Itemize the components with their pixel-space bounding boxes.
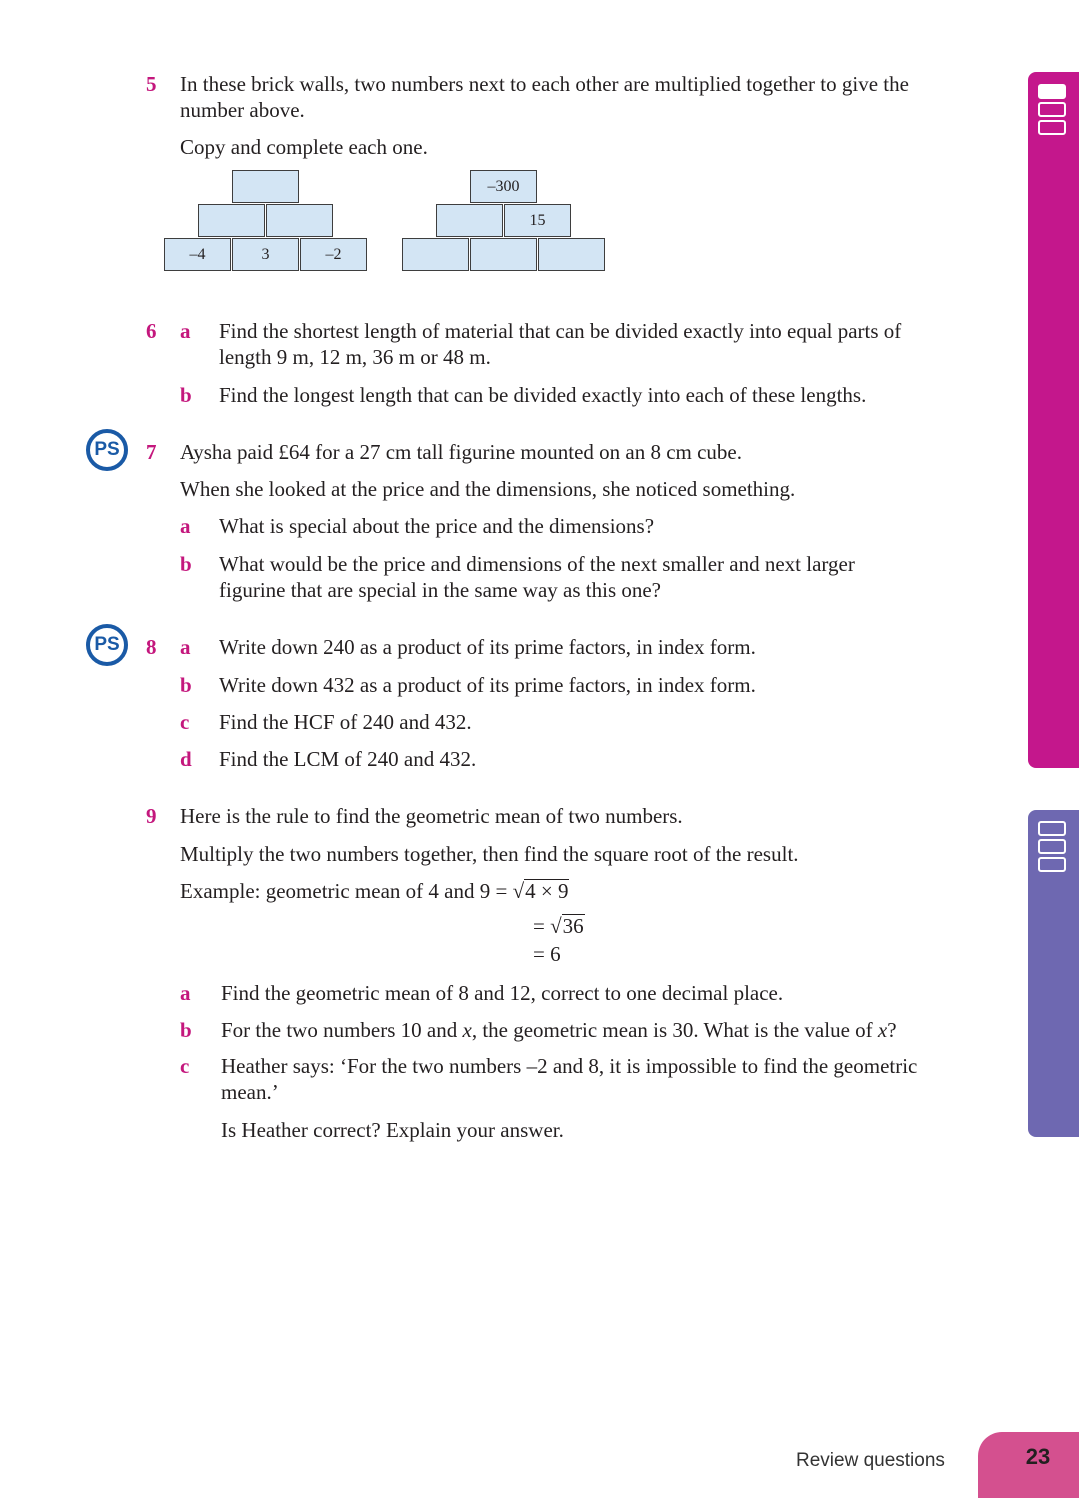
part-text: length 9 m, 12 m, 36 m or 48 m.: [219, 345, 491, 369]
example-line: = √36: [533, 914, 584, 938]
brick-top: [232, 170, 299, 203]
example-prefix: Example: geometric mean of 4 and 9 =: [180, 879, 513, 903]
question-text: number above.: [180, 98, 305, 122]
sqrt-expression: 4 × 9: [525, 879, 569, 903]
page-number: 23: [1025, 1444, 1051, 1469]
part-text-segment: , the geometric mean is 30. What is the value of: [471, 1018, 878, 1042]
brick-bottom: 3: [232, 238, 299, 271]
part-label: d: [180, 747, 192, 771]
part-text: What is special about the price and the dimensions?: [219, 514, 655, 538]
problem-solving-badge: PS: [86, 429, 128, 471]
question-instruction: Copy and complete each one.: [180, 135, 428, 159]
brick-bottom: [470, 238, 537, 271]
question-text: Here is the rule to find the geometric mean of two numbers.: [180, 804, 683, 828]
part-label: a: [180, 981, 191, 1005]
question-number: 8: [146, 635, 157, 659]
question-number: 6: [146, 319, 157, 343]
tab-indicator: [1038, 120, 1066, 135]
tab-indicator: [1038, 839, 1066, 854]
part-text: Find the geometric mean of 8 and 12, correct to one decimal place.: [221, 981, 784, 1005]
tab-indicator: [1038, 857, 1066, 872]
brick-bottom: [538, 238, 605, 271]
sqrt-expression: 36: [562, 914, 584, 938]
variable: x: [877, 1018, 888, 1042]
example-line: Example: geometric mean of 4 and 9 = √4 × 9: [180, 879, 569, 903]
variable: x: [462, 1018, 472, 1042]
part-text: Find the HCF of 240 and 432.: [219, 710, 472, 734]
brick-top: –300: [470, 170, 537, 203]
tab-indicator: [1038, 102, 1066, 117]
part-text: Find the shortest length of material that can be divided exactly into equal parts of: [219, 319, 902, 343]
brick-middle: [266, 204, 333, 237]
part-label: b: [180, 1018, 192, 1042]
part-label: a: [180, 514, 191, 538]
part-text-segment: ?: [887, 1018, 897, 1042]
brick-bottom: –4: [164, 238, 231, 271]
part-text: Write down 432 as a product of its prime factors, in index form.: [219, 673, 756, 697]
part-text: mean.’: [221, 1080, 279, 1104]
brick-bottom: [402, 238, 469, 271]
part-label: a: [180, 635, 191, 659]
brick-middle: [436, 204, 503, 237]
example-result: = 6: [533, 942, 561, 966]
tab-indicator: [1038, 821, 1066, 836]
question-text: In these brick walls, two numbers next to each other are multiplied together to give the: [180, 72, 909, 96]
part-label: b: [180, 383, 192, 407]
question-text: When she looked at the price and the dimensions, she noticed something.: [180, 477, 796, 501]
part-text: Is Heather correct? Explain your answer.: [221, 1118, 564, 1142]
equals: =: [533, 914, 551, 938]
question-text: Multiply the two numbers together, then find the square root of the result.: [180, 842, 799, 866]
part-text: Heather says: ‘For the two numbers –2 and 8, it is impossible to find the geometric: [221, 1054, 918, 1078]
page-number-tab: [978, 1432, 1079, 1498]
question-number: 5: [146, 72, 157, 96]
brick-bottom: –2: [300, 238, 367, 271]
part-label: c: [180, 710, 190, 734]
question-number: 9: [146, 804, 157, 828]
part-text: Write down 240 as a product of its prime factors, in index form.: [219, 635, 756, 659]
part-text: figurine that are special in the same way as this one?: [219, 578, 662, 602]
part-text: What would be the price and dimensions of the next smaller and next larger: [219, 552, 855, 576]
brick-middle: 15: [504, 204, 571, 237]
part-text: Find the longest length that can be divided exactly into each of these lengths.: [219, 383, 867, 407]
part-label: b: [180, 673, 192, 697]
part-label: c: [180, 1054, 190, 1078]
question-text: Aysha paid £64 for a 27 cm tall figurine mounted on an 8 cm cube.: [180, 440, 743, 464]
problem-solving-badge: PS: [86, 624, 128, 666]
brick-middle: [198, 204, 265, 237]
footer-section: Review questions: [796, 1450, 945, 1471]
part-label: a: [180, 319, 191, 343]
part-text-segment: For the two numbers 10 and: [221, 1018, 463, 1042]
side-tab-pink: [1028, 72, 1079, 768]
tab-indicator-filled: [1038, 84, 1066, 99]
part-text: Find the LCM of 240 and 432.: [219, 747, 477, 771]
part-label: b: [180, 552, 192, 576]
question-number: 7: [146, 440, 157, 464]
part-text: [221, 1017, 897, 1043]
